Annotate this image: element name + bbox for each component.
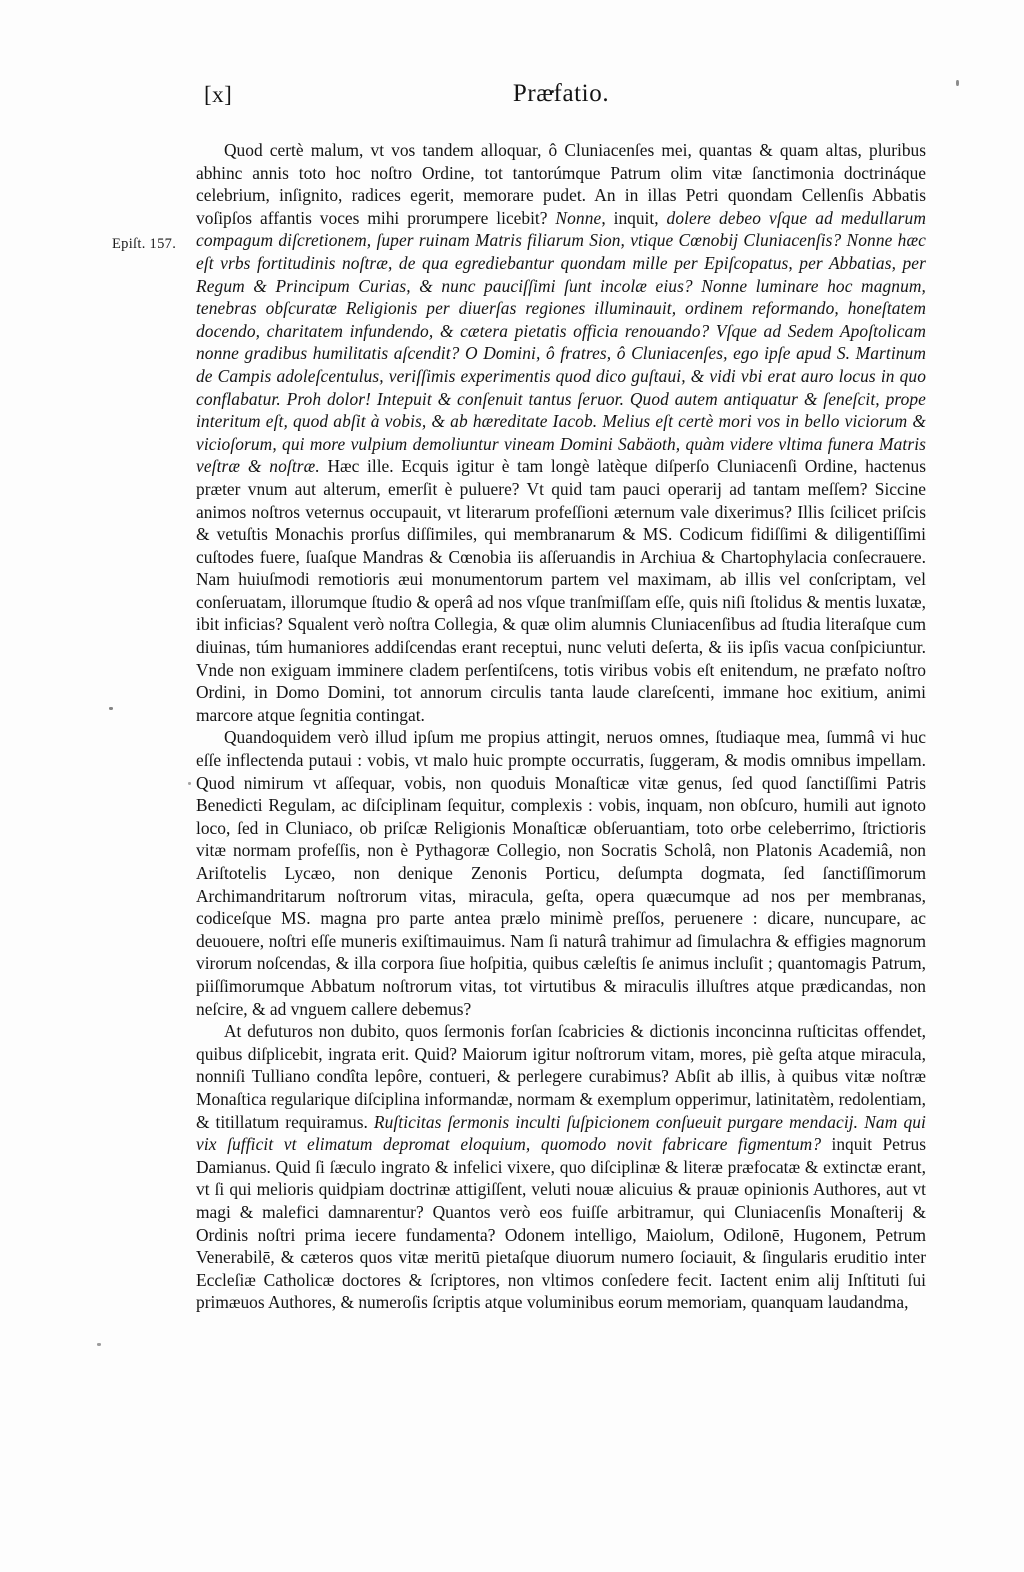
scan-speck xyxy=(97,1343,101,1346)
para3-damianus-quotation-italic: Ruſticitas ſermonis inculti ſuſpicionem conſueuit purgare mendacij. Nam qui vix ſufficit vt elimatum depromat eloquium, quomodo novit fabricare figmentum? xyxy=(196,1111,926,1155)
para1-inquit-roman: , inquit, xyxy=(601,207,667,228)
folio-number: [x] xyxy=(204,82,233,107)
para3-opening-text: At defuturos non dubito, quos ſermonis forſan ſcabricies & dictionis inconcinna ruſticitas offendet, quibus diſplicebit, ingrata erit. Quid? Maiorum igitur noſtrorum vitam, mores, piè geſta atque miracula, nonniſi Tulliano condîta lepôre, contueri, & perlegere curabimus? Abſit ab illis, à quibus vitæ noſtræ Monaſtica regularique diſciplina informandæ, normam & exemplum opperimur, latinitatèm, redolentiam, & titillatum requiramus. xyxy=(196,1021,926,1132)
paragraph-2: Quandoquidem verò illud ipſum me propius attingit, neruos omnes, ſtudiaque mea, ſummâ vi huc eſſe inflectenda putaui : vobis, vt malo huic prompte occurratis, ſuggeram, & modis omnibus impellam. Quod nimirum vt aſſequar, vobis, non quoduis Monaſticæ vitæ genus, ſed quod ſanctiſſimi Patris Benedicti Regulam, ac diſciplinam ſequitur, complexis : vobis, inquam, non obſcuro, humili aut ignoto loco, ſed in Cluniaco, ob priſcæ Religionis Monaſticæ obſeruantiam, toto orbe celeberrimo, ſtrictioris vitæ normam profeſſis, non è Pythagoræ Collegio, non Socratis Scholâ, non Platonis Academiâ, non Ariſtotelis Lycæo, non denique Zenonis Porticu, deſumpta dogmata, ſed ſanctiſſimorum Archimandritarum noſtrorum vitas, miracula, geſta, opera quæcumque ad nos per membranas, codiceſque MS. magna pro parte antea prælo minimè preſſos, peruenere : dicare, nuncupare, ac deuouere, noſtri eſſe muneris exiſtimauimus. Nam ſi naturâ trahimur ad ſimulachra & effigies magnorum virorum noſcendas, & illa corpora ſiue hoſpitia, quibus cæleſtis ſe animus incluſit ; quantomagis Patrum, piiſſimorumque Abbatum noſtrorum vitas, tot virtutibus & miraculis illuſtres atque prædicandas, non neſcire, & ad vnguem callere debemus? xyxy=(196,727,926,1019)
para3-closing-text: inquit Petrus Damianus. Quid ſi ſæculo ingrato & infelici vixere, quo diſciplinæ & literæ præfocatæ & extinctæ erant, vt ſi qui melioris quidpiam doctrinæ attigiſſent, veluti nouæ alicuius & prauæ opinionis Authores, aut vt magi & malefici damnarentur? Quantos verò eos fuiſſe arbitramur, qui Cluniacenſis Monaſterij & Ordinis noſtri prima iecere fundamenta? Odonem intelligo, Maiolum, Odilonē, Hugonem, Petrum Venerabilē, & cæteros quos vitæ meritū pietaſque diuorum numero ſociauit, & ſingularis eruditio inter Eccleſiæ Catholicæ doctores & ſcriptores, non vltimos conſedere fecit. Iactent enim alij Inſtituti ſui primæuos Authores, & numeroſis ſcriptis atque voluminibus eorum memoriam, quanquam laudandma, xyxy=(196,1134,926,1313)
para1-quotation-italic: dolere debeo vſque ad medullarum compagum diſcretionem, ſuper ruinam Matris filiarum Sion, vtique Cœnobij Cluniacenſis? Nonne hæc eſt vrbs fortitudinis noſtræ, de qua egrediebantur quondam mille per Epiſcopatus, per Abbatias, per Regum & Principum Curias, & nunc pauciſſimi ſunt incolæ eius? Nonne luminare hoc magnum, tenebras obſcuratæ Religionis per diuerſas regiones illuminauit, ordinem reformando, honeſtatem docendo, charitatem infundendo, & cætera pietatis officia renouando? Vſque ad Sedem Apoſtolicam nonne gradibus humilitatis aſcendit? O Domini, ô fratres, ô Cluniacenſes, ego ipſe apud S. Martinum de Campis adoleſcentulus, veriſſimis experimentis quod dico guſtaui, & vidi vbi erat auro locus in quo conflabatur. Proh dolor! Intepuit & conſenuit tantus ſeruor. Quod autem antiquatur & ſeneſcit, prope interitum eſt, quod abſit à vobis, & ab hæreditate Iacob. Melius eſt certè mori vos in bello viciorum & vicioſorum, qui more vulpium demoliuntur vineam Domini Sabäoth, quàm videre vltima funera Matris veſtræ & noſtræ. xyxy=(196,207,926,477)
para1-closing-text: Hæc ille. Ecquis igitur è tam longè latèque diſperſo Cluniacenſi Ordine, hactenus præter vnum aut alterum, emerſit è puluere? Vt quid tam pauci operarij ad tantam meſſem? Siccine animos noſtros veternus occupauit, vt literarum profeſſioni æternum vale dixerimus? Illis ſcilicet priſcis & vetuſtis Monachis prorſus diſſimiles, qui membranarum & MS. Codicum fidiſſimi & diligentiſſimi cuſtodes fuere, ſuaſque Mandras & Cœnobia iis aſſeruandis in Archiua & Chartophylacia conſecrauere. Nam huiuſmodi remotioris æui monumentorum partem vel maximam, ab illis vel conſcriptam, vel conſeruatam, illorumque ſtudio & operâ ad nos vſque tranſmiſſam eſſe, quis niſi ſtolidus & mentis luxatæ, ibit inficias? Squalent verò noſtra Collegia, & quæ olim alumnis Cluniacenſibus ad ſtudia literaſque cum diuinas, túm humaniores addiſcendas erant receptui, nunc veluti deſerta, & iis ipſis vacua conſpiciuntur. Vnde non exiguam imminere cladem perſentiſcens, totis viribus vobis eſt enitendum, ne præfato noſtro Ordini, in Domo Domini, tot annorum circulis tanta laude clareſcenti, immane hoc exitium, animi marcore atque ſegnitia contingat. xyxy=(196,456,926,725)
paragraph-1 xyxy=(196,139,926,726)
running-head xyxy=(196,82,926,122)
page-title: Præfatio. xyxy=(512,80,610,107)
scan-speck xyxy=(109,707,113,710)
paragraph-3 xyxy=(196,1020,926,1314)
para1-nonne-italic: Nonne xyxy=(555,207,602,228)
para1-opening-text: Quod certè malum, vt vos tandem alloquar, ô Cluniacenſes mei, quantas & quam altas, pluribus abhinc annis toto hoc noſtro Ordine, tot tantorúmque Patrum olim vitæ ſanctimonia doctrináque celebrium, inſignito, radices egerit, memorare pudet. An in illas Petri quondam Cellenſis Abbatis voſipſos affantis voces mihi prorumpere licebit? xyxy=(196,140,926,228)
scan-speck xyxy=(956,80,959,86)
body-text-column xyxy=(196,139,926,1314)
margin-note-epistle: Epiſt. 157. xyxy=(112,236,177,252)
scan-speck xyxy=(188,782,191,785)
